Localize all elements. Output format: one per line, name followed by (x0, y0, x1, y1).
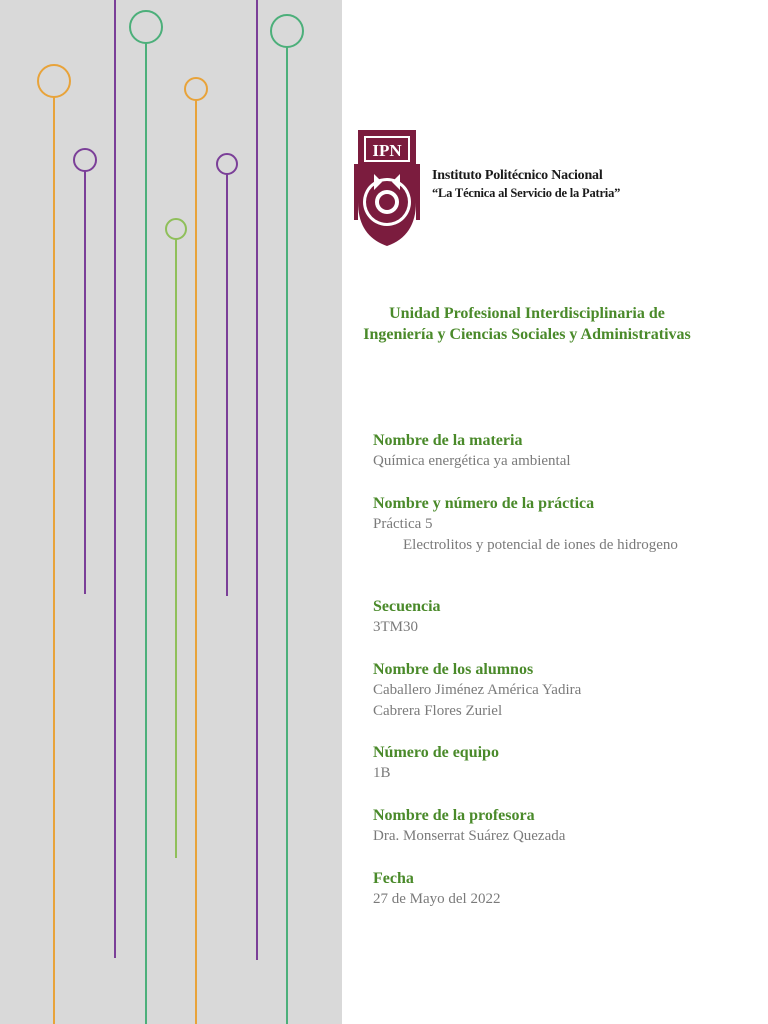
field-value: Práctica 5 (373, 516, 433, 532)
field-profesora (373, 806, 743, 869)
report-fields (373, 431, 743, 932)
field-value: 27 de Mayo del 2022 (373, 891, 501, 907)
light-green-circle (166, 219, 186, 239)
field-practica (373, 494, 743, 597)
orange-circle (185, 78, 207, 100)
field-equipo (373, 743, 743, 806)
field-label: Nombre de la materia (373, 432, 523, 449)
field-value: Caballero Jiménez América Yadira (373, 682, 582, 698)
institution-header (352, 124, 682, 250)
field-subvalue: Electrolitos y potencial de iones de hidrogeno (403, 537, 678, 553)
field-label: Nombre de los alumnos (373, 661, 534, 678)
decorative-lines-graphic (0, 0, 342, 1024)
field-value: 3TM30 (373, 619, 418, 635)
field-value: 1B (373, 765, 391, 781)
field-materia (373, 431, 743, 494)
unit-title: Unidad Profesional Interdisciplinaria de Ingeniería y Ciencias Sociales y Administrativas (363, 305, 691, 343)
purple-circle (217, 154, 237, 174)
field-label: Nombre y número de la práctica (373, 495, 595, 512)
field-label: Número de equipo (373, 744, 499, 761)
institution-motto: “La Técnica al Servicio de la Patria” (432, 186, 621, 200)
field-alumnos (373, 660, 743, 743)
orange-circle (38, 65, 70, 97)
field-label: Fecha (373, 870, 414, 887)
field-value: Química energética ya ambiental (373, 453, 571, 469)
field-label: Secuencia (373, 598, 441, 615)
svg-text:IPN: IPN (372, 141, 402, 160)
field-secuencia (373, 597, 743, 660)
green-circle (271, 15, 303, 47)
purple-circle (74, 149, 96, 171)
ipn-logo (352, 124, 422, 248)
green-circle (130, 11, 162, 43)
decorative-sidebar (0, 0, 342, 1024)
field-value: Dra. Monserrat Suárez Quezada (373, 828, 566, 844)
field-label: Nombre de la profesora (373, 807, 535, 824)
institution-name: Instituto Politécnico Nacional (432, 168, 603, 183)
field-fecha (373, 869, 743, 932)
field-value: Cabrera Flores Zuriel (373, 703, 503, 719)
